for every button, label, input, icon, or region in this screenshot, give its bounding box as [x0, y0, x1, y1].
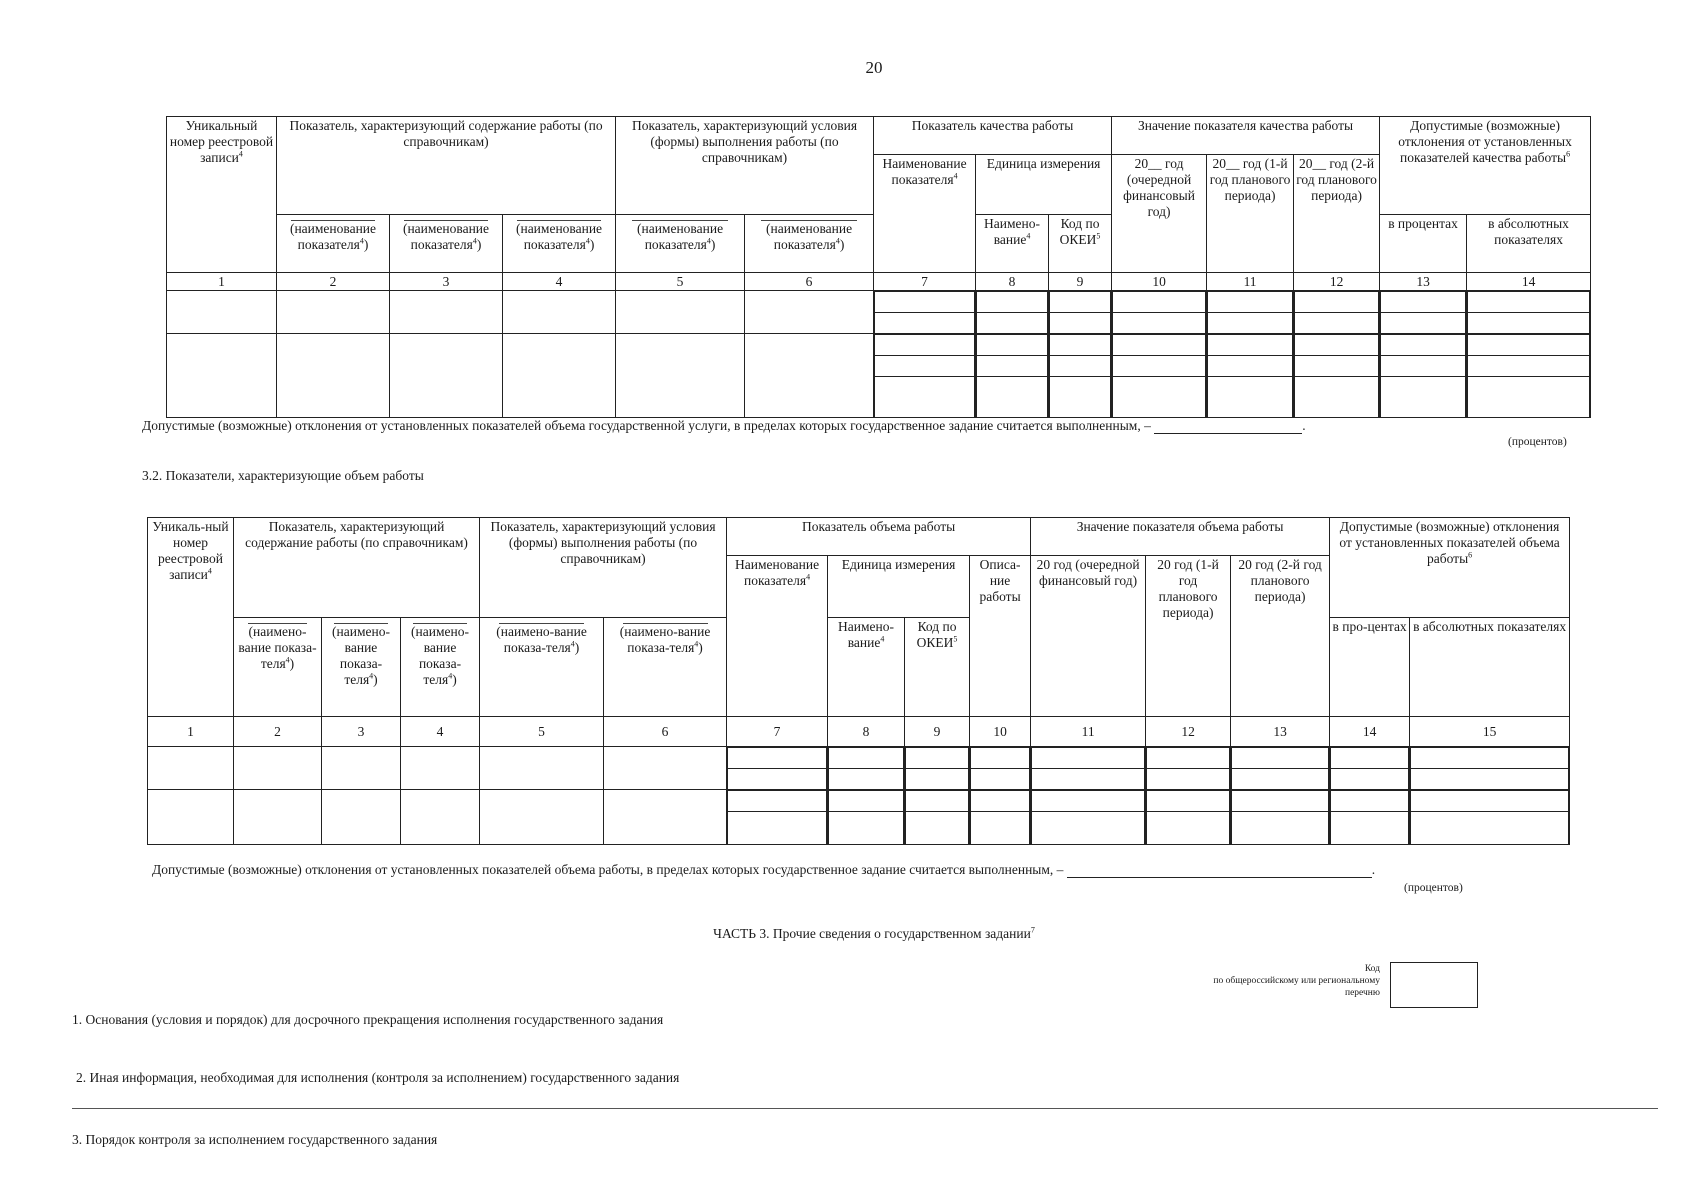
item-2-fill-line[interactable]	[72, 1108, 1658, 1109]
column-number: 4	[401, 717, 480, 747]
header-quality-value: Значение показателя качества работы	[1112, 117, 1380, 155]
table-cell[interactable]	[503, 334, 616, 418]
header-content-indicator-name-3: (наименование показателя$^4$)	[503, 215, 616, 273]
table-cell-split[interactable]	[970, 790, 1031, 845]
deviation-caption: (процентов)	[1404, 882, 1463, 894]
column-number: 6	[604, 717, 727, 747]
table-cell-split[interactable]	[1410, 790, 1570, 845]
header-deviation: Допустимые (возможные) отклонения от установленных показателей объема работы$^6$	[1330, 518, 1570, 618]
deviation-caption: (процентов)	[1508, 436, 1567, 448]
table-cell[interactable]	[322, 790, 401, 845]
header-year-1: 20__ год (очередной финансовый год)	[1112, 155, 1207, 273]
column-number: 1	[148, 717, 234, 747]
part3-title: ЧАСТЬ 3. Прочие сведения о государственном задании$^7$	[713, 925, 1035, 941]
table-cell-split[interactable]	[1231, 790, 1330, 845]
table-cell[interactable]	[745, 334, 874, 418]
column-number: 6	[745, 273, 874, 291]
page-number: 20	[865, 58, 883, 77]
header-content-indicator-name-2: (наименование показателя$^4$)	[390, 215, 503, 273]
table-cell[interactable]	[401, 747, 480, 790]
header-unique-number: Уникаль-ный номер реестровой записи$^4$	[148, 518, 234, 717]
table-cell-split[interactable]	[976, 291, 1049, 334]
item-1-early-termination: 1. Основания (условия и порядок) для досрочного прекращения исполнения государственного задания	[72, 1012, 664, 1027]
table-cell[interactable]	[480, 747, 604, 790]
column-number: 5	[616, 273, 745, 291]
column-number: 10	[1112, 273, 1207, 291]
header-quality-indicator: Показатель качества работы	[874, 117, 1112, 155]
header-conditions-indicator-name-2: (наимено-вание показа-теля$^4$)	[604, 618, 727, 717]
header-unit-name: Наимено-вание$^4$	[828, 618, 905, 717]
header-year-3: 20__ год (2-й год планового периода)	[1294, 155, 1380, 273]
column-number: 11	[1031, 717, 1146, 747]
column-number: 2	[277, 273, 390, 291]
header-deviation-percent: в процентах	[1380, 215, 1467, 273]
table-cell-split[interactable]	[1112, 334, 1207, 418]
column-number: 1	[167, 273, 277, 291]
header-volume-value: Значение показателя объема работы	[1031, 518, 1330, 556]
table-cell[interactable]	[148, 790, 234, 845]
header-conditions-indicator-name-1: (наимено-вание показа-теля$^4$)	[480, 618, 604, 717]
column-number: 2	[234, 717, 322, 747]
column-number: 3	[390, 273, 503, 291]
column-number: 7	[874, 273, 976, 291]
table-cell-split[interactable]	[874, 291, 976, 334]
table-cell-split[interactable]	[1294, 291, 1380, 334]
header-deviation: Допустимые (возможные) отклонения от установленных показателей качества работы$^6$	[1380, 117, 1591, 215]
header-unit: Единица измерения	[976, 155, 1112, 215]
column-number: 8	[828, 717, 905, 747]
table-cell-split[interactable]	[1380, 334, 1467, 418]
table-cell-split[interactable]	[828, 790, 905, 845]
header-content-indicator: Показатель, характеризующий содержание работы (по справочникам)	[234, 518, 480, 618]
table-cell[interactable]	[234, 747, 322, 790]
deviation-note-work: Допустимые (возможные) отклонения от установленных показателей объема работы, в пределах которых государственное задание считается выполненным, – .	[152, 862, 1376, 877]
table-cell[interactable]	[604, 790, 727, 845]
column-number: 12	[1294, 273, 1380, 291]
table-cell-split[interactable]	[874, 334, 976, 418]
header-work-description: Описа-ние работы	[970, 556, 1031, 717]
header-conditions-indicator-name-1: (наименование показателя$^4$)	[616, 215, 745, 273]
header-unit: Единица измерения	[828, 556, 970, 618]
table-cell-split[interactable]	[1049, 334, 1112, 418]
table-cell-split[interactable]	[1330, 747, 1410, 790]
deviation-percent-field[interactable]	[1154, 419, 1302, 434]
column-number: 14	[1330, 717, 1410, 747]
table-cell-split[interactable]	[1207, 291, 1294, 334]
header-conditions-indicator: Показатель, характеризующий условия (формы) выполнения работы (по справочникам)	[480, 518, 727, 618]
quality-indicators-table	[166, 116, 1591, 418]
header-content-indicator-name-1: (наименование показателя$^4$)	[277, 215, 390, 273]
table-cell-split[interactable]	[1146, 790, 1231, 845]
table-cell-split[interactable]	[1112, 291, 1207, 334]
column-number: 9	[1049, 273, 1112, 291]
column-number: 13	[1231, 717, 1330, 747]
table-cell[interactable]	[745, 291, 874, 334]
header-unit-okei: Код по ОКЕИ$^5$	[905, 618, 970, 717]
table-cell[interactable]	[390, 291, 503, 334]
header-content-indicator-name-3: (наимено-вание показа-теля$^4$)	[401, 618, 480, 717]
table-cell-split[interactable]	[970, 747, 1031, 790]
table-cell-split[interactable]	[905, 747, 970, 790]
table-cell-split[interactable]	[1330, 790, 1410, 845]
column-number: 14	[1467, 273, 1591, 291]
header-unit-okei: Код по ОКЕИ$^5$	[1049, 215, 1112, 273]
table-cell-split[interactable]	[1380, 291, 1467, 334]
deviation-percent-field[interactable]	[1067, 863, 1372, 878]
table-cell-split[interactable]	[1031, 747, 1146, 790]
table-cell-split[interactable]	[1467, 291, 1591, 334]
code-label: Код по общероссийскому или региональному перечню	[1213, 964, 1380, 998]
table-cell[interactable]	[480, 790, 604, 845]
table-cell[interactable]	[616, 334, 745, 418]
table-cell[interactable]	[322, 747, 401, 790]
column-number: 11	[1207, 273, 1294, 291]
table-cell[interactable]	[167, 334, 277, 418]
header-deviation-percent: в про-центах	[1330, 618, 1410, 717]
header-content-indicator: Показатель, характеризующий содержание работы (по справочникам)	[277, 117, 616, 215]
table-cell[interactable]	[277, 334, 390, 418]
table-cell-split[interactable]	[1031, 790, 1146, 845]
header-unique-number: Уникальный номер реестровой записи$^4$	[167, 117, 277, 273]
header-unit-name: Наимено-вание$^4$	[976, 215, 1049, 273]
header-year-1: 20 год (очередной финансовый год)	[1031, 556, 1146, 717]
table-cell[interactable]	[401, 790, 480, 845]
column-number: 7	[727, 717, 828, 747]
item-2-other-info: 2. Иная информация, необходимая для исполнения (контроля за исполнением) государственного задания	[76, 1070, 680, 1085]
header-year-2: 20 год (1-й год планового периода)	[1146, 556, 1231, 717]
table-cell[interactable]	[277, 291, 390, 334]
header-year-3: 20 год (2-й год планового периода)	[1231, 556, 1330, 717]
table-cell-split[interactable]	[1294, 334, 1380, 418]
table-cell-split[interactable]	[976, 334, 1049, 418]
table-cell[interactable]	[616, 291, 745, 334]
table-cell-split[interactable]	[1410, 747, 1570, 790]
volume-indicators-table	[147, 517, 1570, 845]
code-box[interactable]	[1390, 962, 1478, 1008]
header-deviation-absolute: в абсолютных показателях	[1467, 215, 1591, 273]
table-cell[interactable]	[148, 747, 234, 790]
column-number: 4	[503, 273, 616, 291]
table-cell[interactable]	[390, 334, 503, 418]
column-number: 3	[322, 717, 401, 747]
column-number: 13	[1380, 273, 1467, 291]
table-cell-split[interactable]	[905, 790, 970, 845]
table-cell-split[interactable]	[1231, 747, 1330, 790]
table-cell[interactable]	[167, 291, 277, 334]
header-deviation-absolute: в абсолютных показателях	[1410, 618, 1570, 717]
table-cell-split[interactable]	[1467, 334, 1591, 418]
column-number: 5	[480, 717, 604, 747]
header-indicator-name: Наименование показателя$^4$	[874, 155, 976, 273]
table-cell-split[interactable]	[727, 747, 828, 790]
item-3-control-procedure: 3. Порядок контроля за исполнением государственного задания	[72, 1132, 438, 1147]
table-cell-split[interactable]	[1207, 334, 1294, 418]
table-cell[interactable]	[604, 747, 727, 790]
header-conditions-indicator: Показатель, характеризующий условия (формы) выполнения работы (по справочникам)	[616, 117, 874, 215]
table-cell[interactable]	[234, 790, 322, 845]
header-year-2: 20__ год (1-й год планового периода)	[1207, 155, 1294, 273]
column-number: 12	[1146, 717, 1231, 747]
column-number: 15	[1410, 717, 1570, 747]
header-indicator-name: Наименование показателя$^4$	[727, 556, 828, 717]
header-content-indicator-name-2: (наимено-вание показа-теля$^4$)	[322, 618, 401, 717]
table-cell-split[interactable]	[828, 747, 905, 790]
header-content-indicator-name-1: (наимено-вание показа-теля$^4$)	[234, 618, 322, 717]
column-number: 10	[970, 717, 1031, 747]
table-cell-split[interactable]	[1146, 747, 1231, 790]
table-cell-split[interactable]	[1049, 291, 1112, 334]
section-3-2-title: 3.2. Показатели, характеризующие объем работы	[142, 468, 424, 483]
column-number: 9	[905, 717, 970, 747]
table-cell[interactable]	[503, 291, 616, 334]
deviation-note-services: Допустимые (возможные) отклонения от установленных показателей объема государственной услуги, в пределах которых государственное задание считается выполненным, – .	[142, 418, 1306, 433]
table-cell-split[interactable]	[727, 790, 828, 845]
header-conditions-indicator-name-2: (наименование показателя$^4$)	[745, 215, 874, 273]
header-volume-indicator: Показатель объема работы	[727, 518, 1031, 556]
column-number: 8	[976, 273, 1049, 291]
